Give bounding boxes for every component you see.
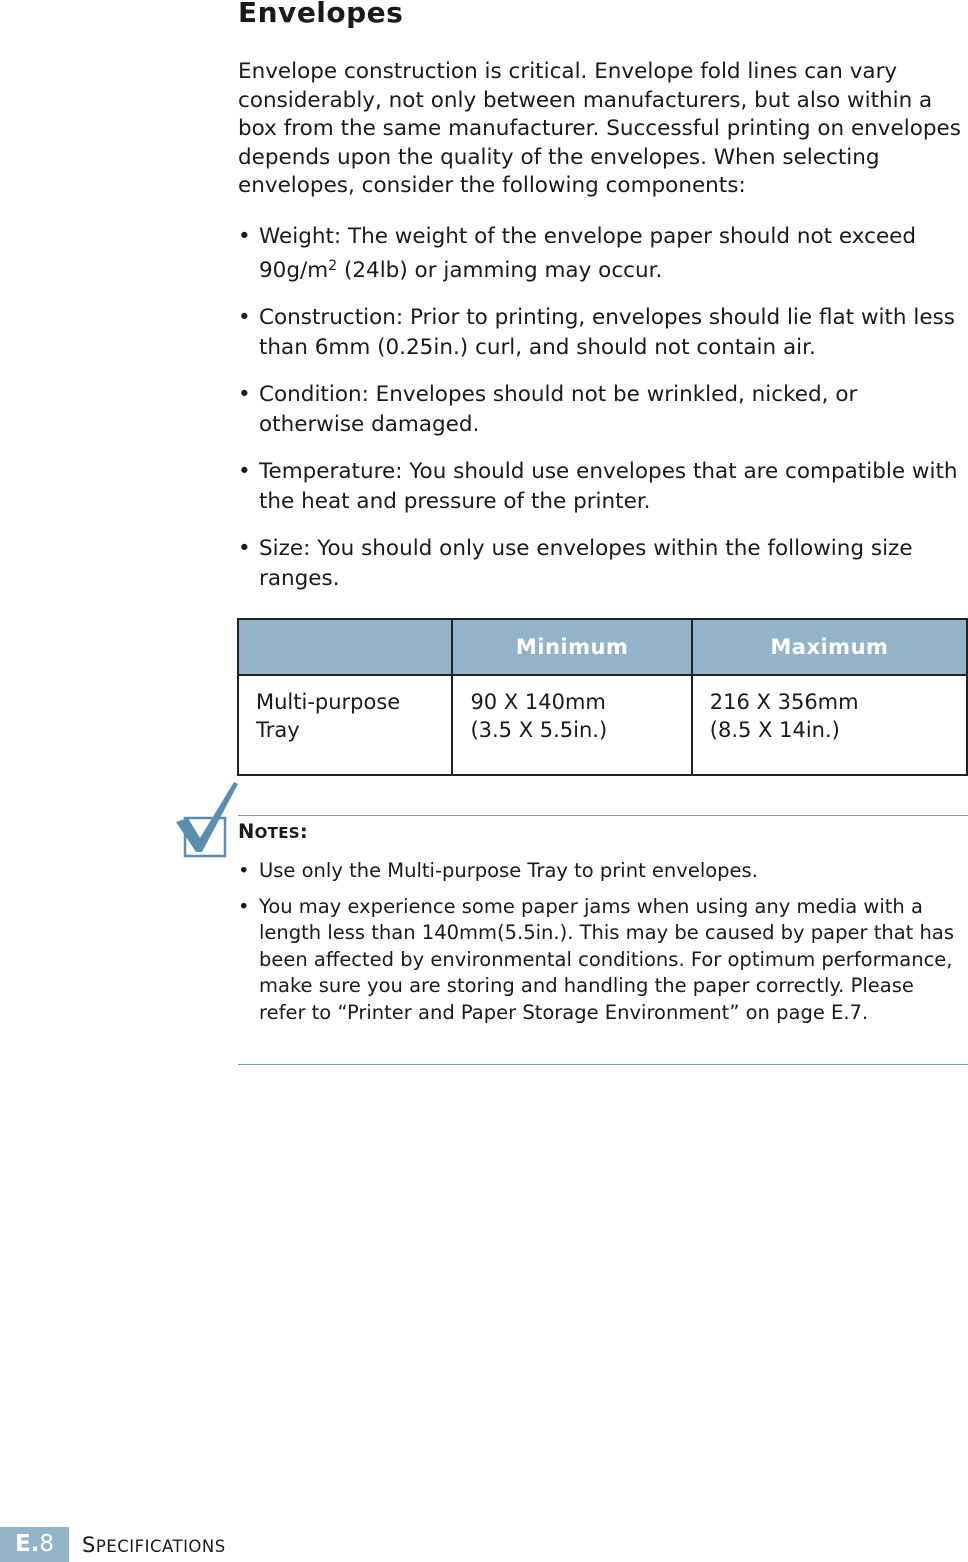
- footer-section-initial: S: [82, 1533, 96, 1557]
- note-item-jams: • You may experience some paper jams when using any media with a length less than 140mm(5.5in.). This may be caused by paper that has been affected by environmental conditions. For optimum performance, make sure you are storing and handling the paper correctly. Please refer to “Printer and Paper Storage Environment” on page E.7.: [238, 894, 966, 1027]
- minimum-imperial: (3.5 X 5.5in.): [470, 718, 608, 742]
- checkmark-box-icon: [172, 778, 240, 860]
- weight-text-end: (24lb) or jamming may occur.: [337, 257, 663, 283]
- minimum-metric: 90 X 140mm: [470, 690, 606, 714]
- page-number: 8: [39, 1531, 55, 1557]
- table-header-blank: [238, 619, 452, 675]
- notes-top-divider: [238, 815, 968, 816]
- section-title: Envelopes: [238, 0, 404, 29]
- table-cell-minimum: [452, 675, 691, 775]
- page-prefix: E.: [14, 1531, 40, 1557]
- notes-heading-initial: N: [238, 820, 255, 843]
- table-header-row: [238, 619, 967, 675]
- weight-text: Weight: The weight of the envelope paper should not exceed 90g/m: [259, 224, 917, 283]
- weight-superscript: 2: [328, 257, 338, 274]
- intro-paragraph: Envelope construction is critical. Envelope fold lines can vary considerably, not only between manufacturers, but also within a box from the same manufacturer. Successful printing on envelopes depends upon the quality of the envelopes. When selecting envelopes, consider the following components:: [238, 59, 961, 198]
- list-item-size: • Size: You should only use envelopes within the following size ranges.: [238, 534, 966, 593]
- table-header-minimum: Minimum: [452, 619, 691, 675]
- maximum-metric: 216 X 356mm: [709, 690, 859, 714]
- table-header-maximum: Maximum: [692, 619, 967, 675]
- notes-bottom-divider: [238, 1064, 968, 1065]
- envelope-size-table: [237, 618, 968, 776]
- note-item-tray: • Use only the Multi-purpose Tray to print envelopes.: [238, 858, 966, 885]
- footer-section-name: [82, 1533, 226, 1557]
- list-item-weight: [238, 222, 966, 285]
- list-item-temperature: • Temperature: You should use envelopes that are compatible with the heat and pressure of the printer.: [238, 457, 966, 516]
- notes-heading-colon: :: [299, 820, 308, 843]
- list-item-condition: • Condition: Envelopes should not be wrinkled, nicked, or otherwise damaged.: [238, 380, 966, 439]
- footer-section-rest: PECIFICATIONS: [95, 1537, 226, 1556]
- envelope-components-list: [238, 222, 966, 611]
- table-cell-maximum: [692, 675, 967, 775]
- page-number-tab: [0, 1527, 69, 1562]
- notes-heading-rest: OTES: [254, 824, 300, 842]
- notes-heading: [238, 820, 308, 843]
- list-item-construction: • Construction: Prior to printing, envelopes should lie flat with less than 6mm (0.25in.) curl, and should not contain air.: [238, 303, 966, 362]
- maximum-imperial: (8.5 X 14in.): [709, 718, 840, 742]
- table-row: [238, 675, 967, 775]
- notes-list: [238, 858, 966, 1035]
- table-cell-tray: Multi-purpose Tray: [238, 675, 452, 775]
